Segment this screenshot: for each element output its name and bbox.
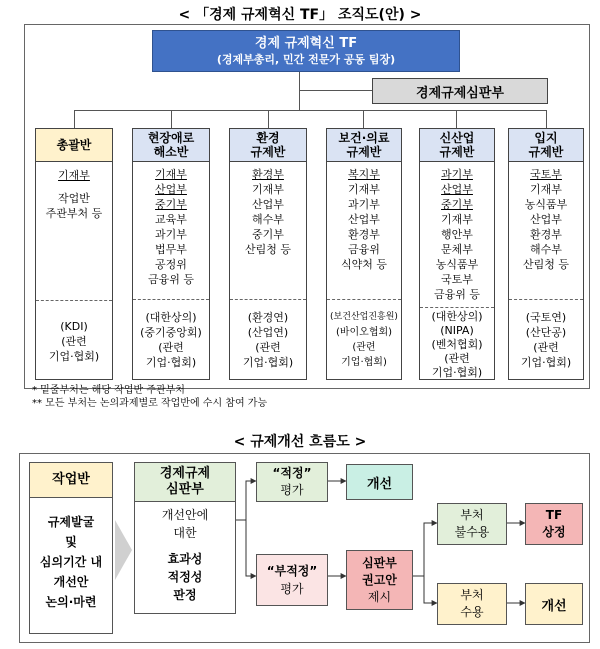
member-item: 금융위 — [348, 243, 380, 256]
member-item: 농식품부 — [435, 258, 479, 271]
flow-work-team-title: 작업반 — [52, 472, 90, 487]
flow-text-line: 규제발굴 — [47, 515, 95, 529]
team-header-line: 신산업 — [439, 131, 475, 145]
member-item: 과기부 — [348, 198, 380, 211]
flow-chart-title: < 규제개선 흐름도 > — [233, 434, 367, 450]
flow-recommend — [346, 550, 413, 610]
flow-text-line: 불수용 — [454, 525, 490, 539]
tf-subtitle: (경제부총리, 민간 전문가 공동 팀장) — [216, 52, 396, 66]
flow-work-team-body — [30, 498, 112, 612]
team-header-line: 보건·의료 — [338, 131, 390, 145]
flow-text-line: 개선 — [541, 598, 567, 614]
footnote-2: ** 모든 부처는 논의과제별로 작업반에 수시 참여 가능 — [32, 398, 268, 409]
flow-work-team — [29, 462, 113, 634]
support-item: (NIPA) — [440, 324, 474, 337]
support-item: (관련 — [61, 335, 87, 348]
flow-text-line: 권고안 — [362, 572, 397, 587]
flow-improper-eval — [256, 554, 328, 606]
support-item: (대한상의) — [431, 310, 483, 323]
support-item: (국토연) — [525, 311, 567, 324]
flow-text-line: 평가 — [280, 582, 304, 596]
support-item: (대한상의) — [145, 311, 197, 324]
support-item: (산단공) — [525, 326, 567, 339]
flow-tf-review — [525, 503, 583, 545]
member-item: 기재부 — [58, 169, 90, 182]
flow-text-line: 부처 — [460, 588, 484, 602]
member-item: 과기부 — [441, 168, 473, 181]
member-item: 교육부 — [155, 213, 187, 226]
flow-text-line: 논의·마련 — [45, 595, 97, 609]
flow-text-line: TF — [545, 508, 563, 522]
member-item: 산업부 — [530, 213, 562, 226]
support-item: (벤처협회) — [431, 338, 483, 351]
member-item: 금융위 등 — [433, 288, 480, 301]
support-item: 기업·협회) — [431, 366, 483, 379]
flow-text-line: 판정 — [173, 588, 197, 602]
member-item: 해수부 — [530, 243, 562, 256]
support-item: (관련 — [352, 342, 376, 353]
member-item: 복지부 — [348, 168, 380, 181]
member-item: 환경부 — [252, 168, 284, 181]
member-item: 환경부 — [530, 228, 562, 241]
member-item: 산림청 등 — [522, 258, 569, 271]
flow-line-recommend-accept — [424, 576, 437, 603]
flow-accept — [437, 583, 507, 625]
member-item: 공정위 — [155, 258, 187, 271]
flow-text-line: 제시 — [367, 589, 392, 604]
member-item: 중기부 — [155, 198, 187, 211]
support-item: (관련 — [255, 341, 281, 354]
flow-text-line: 개선안 — [53, 575, 89, 589]
support-item: 기업·협회) — [145, 356, 197, 369]
flow-text-line: 적정성 — [167, 570, 203, 584]
member-item: 작업반 — [58, 192, 90, 205]
team-header-line: 해소반 — [153, 145, 189, 159]
flow-text-line: 개선안에 — [161, 508, 209, 522]
flow-not-accept — [437, 503, 507, 545]
flow-text-line: 경제규제 — [159, 466, 211, 481]
support-item: (산업연) — [247, 326, 289, 339]
flow-text-line: 상정 — [542, 525, 566, 539]
flow-line-review-proper — [236, 481, 256, 520]
support-item: 기업·협회) — [48, 350, 100, 363]
flow-text-line: 효과성 — [167, 552, 203, 566]
team-header-line: 총괄반 — [56, 138, 92, 152]
support-item: (환경연) — [247, 311, 289, 324]
support-item: 기업·협회) — [242, 356, 294, 369]
member-item: 기재부 — [530, 183, 562, 196]
member-item: 과기부 — [155, 228, 187, 241]
tf-title: 경제 규제혁신 TF — [254, 35, 358, 51]
flow-line-recommend-branches — [413, 523, 437, 576]
member-item: 기재부 — [252, 183, 284, 196]
team-header-line: 규제반 — [528, 145, 564, 159]
member-item: 국토부 — [441, 273, 473, 286]
org-chart-title: < 「경제 규제혁신 TF」 조직도(안) > — [178, 7, 422, 23]
chevron-right-icon — [115, 520, 132, 580]
team-header-line: 현장애로 — [147, 131, 195, 145]
member-item: 산업부 — [441, 183, 473, 196]
team-header-line: 규제반 — [346, 145, 382, 159]
flow-text-line: “적정” — [272, 466, 312, 480]
member-item: 산업부 — [252, 198, 284, 211]
support-item: (KDI) — [60, 320, 88, 333]
flow-text-line: 평가 — [280, 483, 304, 497]
flow-improve-1 — [346, 464, 413, 500]
team-header-line: 환경 — [256, 131, 280, 145]
flow-text-line: 수용 — [460, 605, 484, 619]
flow-text-line: 대한 — [173, 526, 197, 540]
team-header-line: 규제반 — [250, 145, 286, 159]
member-item: 식약처 등 — [340, 258, 387, 271]
flow-text-line — [135, 542, 235, 550]
flow-proper-eval — [256, 462, 328, 502]
member-item: 환경부 — [348, 228, 380, 241]
flow-text-line: “부적정” — [266, 564, 318, 578]
member-item: 국토부 — [530, 168, 562, 181]
flow-text-line: 심판부 — [362, 555, 397, 570]
member-item: 법무부 — [155, 243, 187, 256]
support-item: (보건산업진흥원) — [330, 312, 398, 322]
member-item: 산림청 등 — [244, 243, 291, 256]
team-header-line: 규제반 — [439, 145, 475, 159]
member-item: 농식품부 — [524, 198, 568, 211]
support-item: (관련 — [158, 341, 184, 354]
member-item: 기재부 — [155, 168, 187, 181]
member-item: 금융위 등 — [147, 273, 194, 286]
member-item: 산업부 — [155, 183, 187, 196]
flow-text-line: 심판부 — [166, 482, 204, 497]
flow-text-line: 심의기간 내 — [39, 555, 103, 569]
team-header-line: 입지 — [534, 131, 558, 145]
flow-improve-2 — [525, 583, 583, 625]
support-item: (관련 — [533, 341, 559, 354]
member-item: 중기부 — [252, 228, 284, 241]
support-item: (바이오협회) — [335, 327, 393, 338]
flow-text-line: 개선 — [366, 476, 393, 492]
flow-text-line: 및 — [65, 535, 77, 549]
member-item: 산업부 — [348, 213, 380, 226]
support-item: (관련 — [444, 352, 470, 365]
member-item: 행안부 — [441, 228, 473, 241]
support-item: 기업·협회) — [520, 356, 572, 369]
flow-work-team-head — [30, 463, 112, 498]
flow-review-body — [135, 502, 235, 604]
flow-line-review-improper — [246, 520, 256, 576]
review-board-label: 경제규제심판부 — [416, 85, 504, 101]
support-item: (중기중앙회) — [140, 326, 202, 339]
member-item: 문체부 — [441, 243, 473, 256]
flow-review-board — [134, 462, 236, 614]
member-item: 주관부처 등 — [45, 207, 103, 220]
footnote-1: * 밑줄부처는 해당 작업반 주관부처 — [32, 385, 185, 396]
flow-text-line: 부처 — [460, 508, 484, 522]
support-item: 기업·협회) — [341, 357, 387, 368]
member-item: 기재부 — [348, 183, 380, 196]
member-item: 중기부 — [441, 198, 473, 211]
member-item: 해수부 — [252, 213, 284, 226]
member-item: 기재부 — [441, 213, 473, 226]
flow-review-head — [135, 463, 235, 502]
